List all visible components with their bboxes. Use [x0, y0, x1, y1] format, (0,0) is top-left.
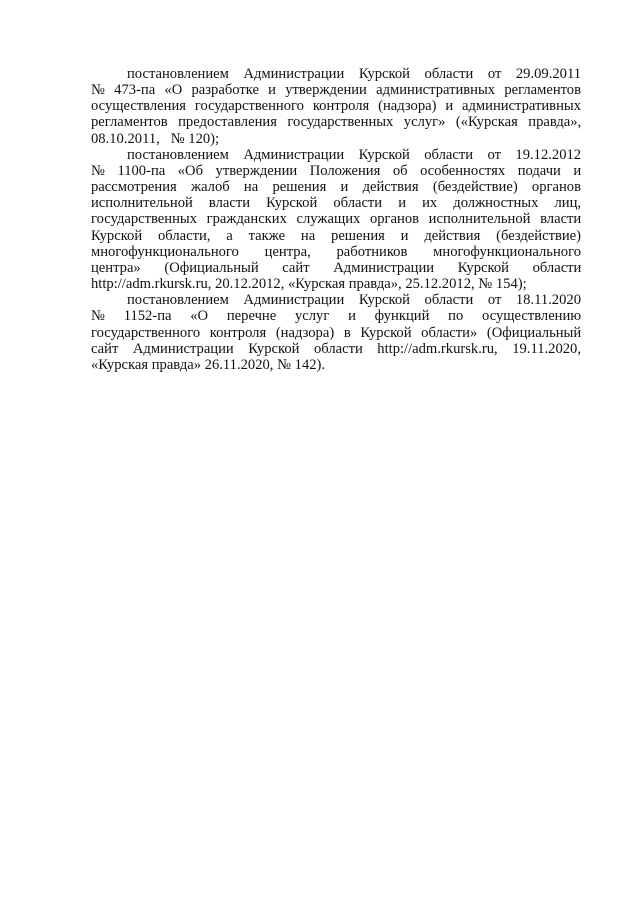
paragraph-2 — [91, 147, 581, 292]
paragraph-line: регламентов предоставления государственных услуг» («Курская правда», — [91, 114, 582, 131]
paragraph-line: многофункционального центра, работников многофункционального — [91, 243, 581, 260]
paragraph-1 — [91, 66, 581, 147]
paragraph-line: исполнительной власти Курской области и их должностных лиц, — [91, 195, 582, 212]
paragraph-line: государственного контроля (надзора) в Курской области» (Официальный — [91, 324, 582, 341]
paragraph-line: № 1100-па «Об утверждении Положения об особенностях подачи и — [91, 162, 582, 179]
paragraph-line: сайт Администрации Курской области http://adm.rkursk.ru, 19.11.2020, — [91, 340, 581, 357]
paragraph-line: № 473-па «О разработке и утверждении административных регламентов — [91, 82, 581, 99]
paragraph-line: постановлением Администрации Курской области от 18.11.2020 — [127, 292, 581, 309]
paragraph-line: государственных гражданских служащих органов исполнительной власти — [91, 211, 582, 228]
paragraph-line: Курской области, а также на решения и действия (бездействие) — [91, 227, 581, 244]
document-page — [91, 66, 581, 373]
paragraph-line: № 1152-па «О перечне услуг и функций по осуществлению — [91, 308, 582, 325]
paragraph-line: постановлением Администрации Курской области от 19.12.2012 — [127, 146, 582, 163]
paragraph-line: постановлением Администрации Курской области от 29.09.2011 — [127, 66, 581, 82]
paragraph-line: http://adm.rkursk.ru, 20.12.2012, «Курская правда», 25.12.2012, № 154); — [91, 276, 527, 293]
paragraph-line: «Курская правда» 26.11.2020, № 142). — [91, 356, 326, 373]
paragraph-line: осуществления государственного контроля (надзора) и административных — [91, 98, 581, 115]
paragraph-3 — [91, 292, 581, 373]
paragraph-line: центра» (Официальный сайт Администрации Курской области — [91, 259, 582, 276]
paragraph-line: 08.10.2011, № 120); — [91, 130, 220, 147]
paragraph-line: рассмотрения жалоб на решения и действия (бездействие) органов — [91, 179, 581, 196]
